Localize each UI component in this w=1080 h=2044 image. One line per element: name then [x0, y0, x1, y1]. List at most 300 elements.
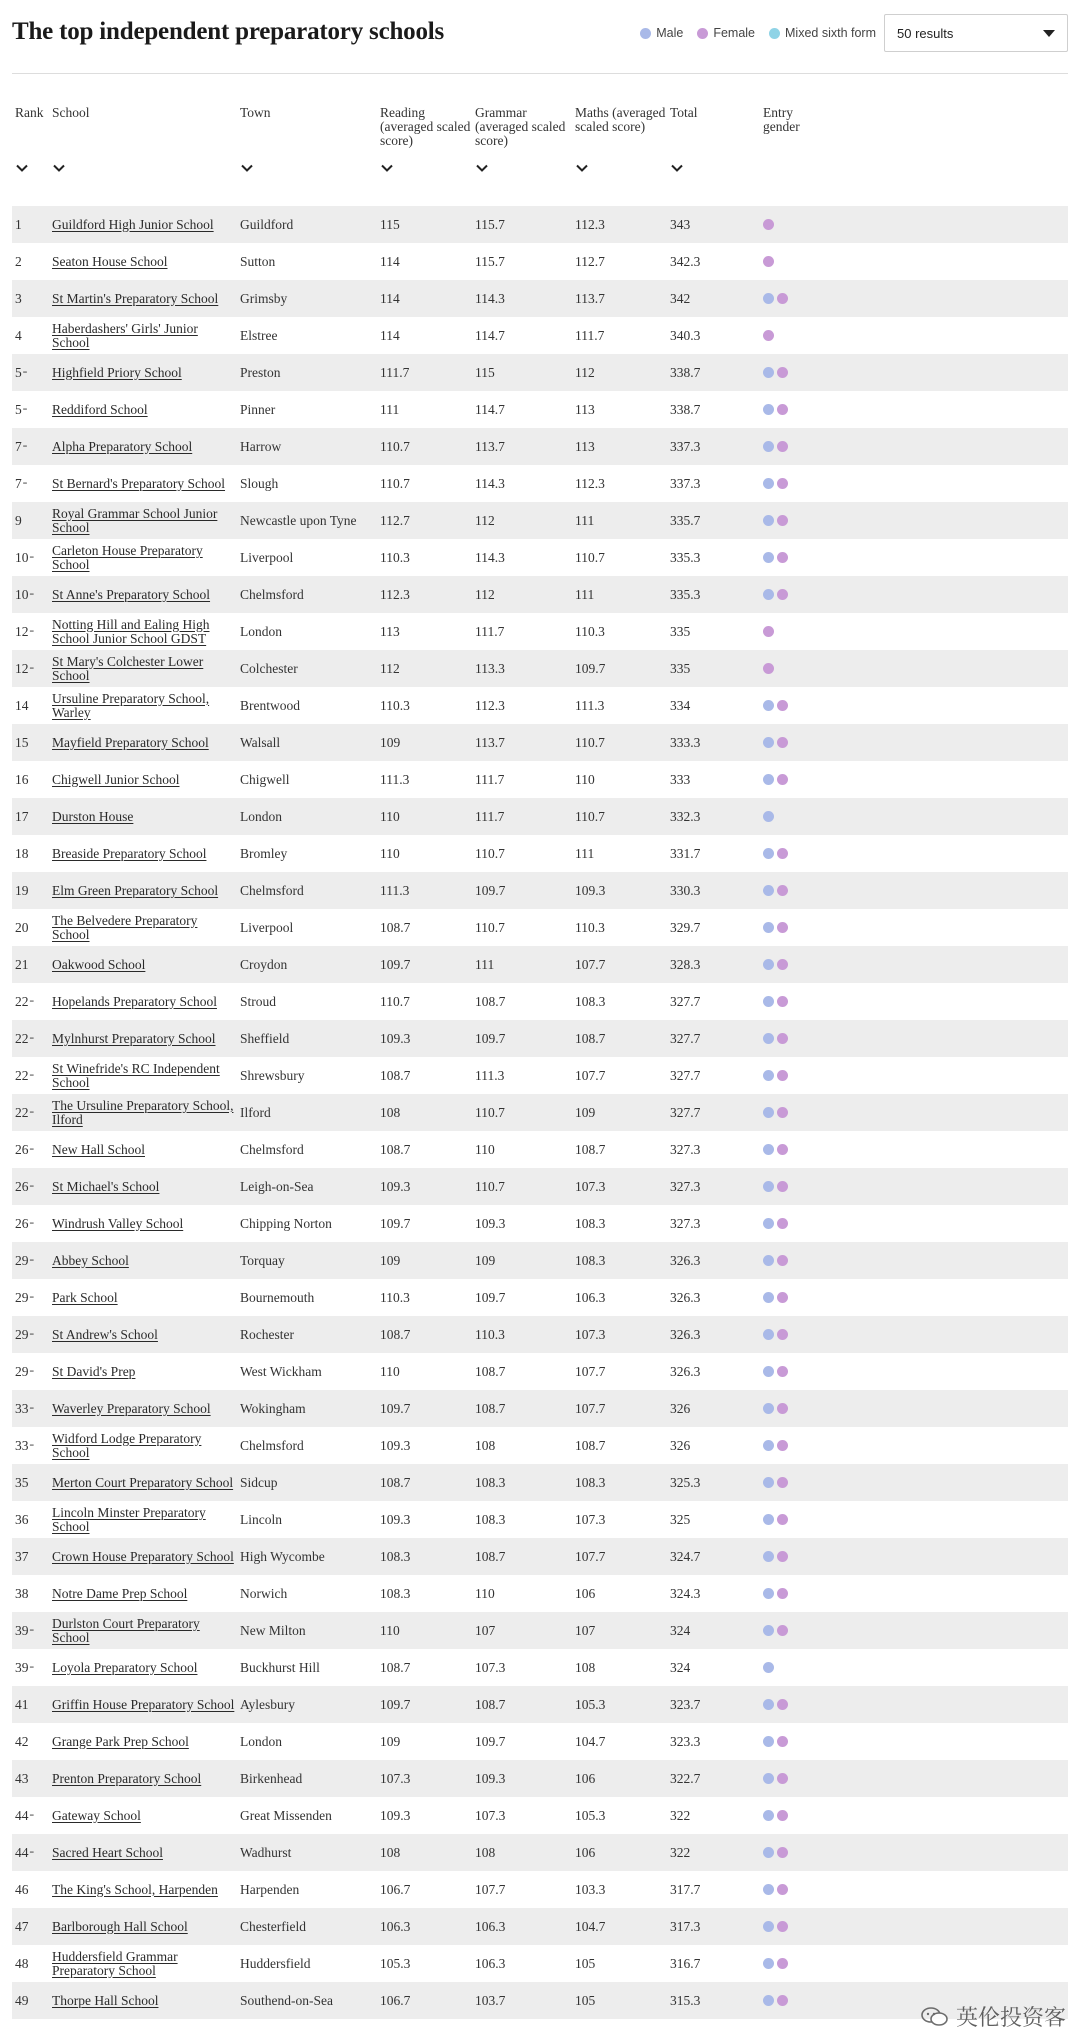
- school-link[interactable]: St Martin's Preparatory School: [52, 290, 219, 306]
- cell-reading: [380, 1760, 472, 1797]
- legend-item: [769, 26, 876, 40]
- grammar-value: 111: [475, 956, 495, 972]
- cell-total: [670, 1982, 760, 2019]
- total-value: 326.3: [670, 1326, 701, 1342]
- cell-grammar: [475, 1760, 567, 1797]
- table-row: [12, 1612, 1068, 1649]
- female-dot-icon: [777, 1070, 788, 1081]
- female-dot-icon: [777, 1329, 788, 1340]
- school-link[interactable]: Royal Grammar School Junior School: [52, 505, 218, 535]
- rank-value: 29: [15, 1363, 29, 1379]
- reading-value: 109.3: [380, 1178, 411, 1194]
- cell-school: [52, 243, 237, 280]
- column-header-label: Grammar (averaged scaled score): [475, 105, 566, 148]
- table-row: [12, 502, 1068, 539]
- cell-town: [240, 1649, 375, 1686]
- cell-school: [52, 1723, 237, 1760]
- maths-value: 104.7: [575, 1918, 606, 1934]
- reading-value: 111.7: [380, 364, 410, 380]
- school-link[interactable]: St Andrew's School: [52, 1326, 158, 1342]
- table-row: [12, 909, 1068, 946]
- town-value: Birkenhead: [240, 1770, 303, 1786]
- maths-value: 107.3: [575, 1178, 606, 1194]
- maths-value: 110.7: [575, 549, 605, 565]
- town-value: Harpenden: [240, 1881, 300, 1897]
- town-value: Elstree: [240, 327, 278, 343]
- sort-chevron-icon[interactable]: [576, 164, 587, 175]
- cell-rank: [15, 1908, 51, 1945]
- cell-school: [52, 1168, 237, 1205]
- school-link[interactable]: The King's School, Harpenden: [52, 1881, 218, 1897]
- male-dot-icon: [763, 1255, 774, 1266]
- cell-gender: [763, 1020, 833, 1057]
- school-link[interactable]: Thorpe Hall School: [52, 1992, 159, 2008]
- cell-grammar: [475, 576, 567, 613]
- cell-grammar: [475, 872, 567, 909]
- rank-value: 29: [15, 1289, 29, 1305]
- female-dot-icon: [763, 330, 774, 341]
- cell-reading: [380, 798, 472, 835]
- rank-value: 7: [15, 438, 22, 454]
- cell-gender: [763, 613, 833, 650]
- cell-grammar: [475, 761, 567, 798]
- cell-total: [670, 1279, 760, 1316]
- school-link[interactable]: St David's Prep: [52, 1363, 136, 1379]
- cell-total: [670, 946, 760, 983]
- school-link[interactable]: St Anne's Preparatory School: [52, 586, 211, 602]
- grammar-value: 114.3: [475, 475, 505, 491]
- cell-town: [240, 1279, 375, 1316]
- rank-value: 47: [15, 1918, 29, 1934]
- cell-total: [670, 1834, 760, 1871]
- cell-gender: [763, 1168, 833, 1205]
- cell-school: [52, 1908, 237, 1945]
- cell-maths: [575, 1131, 667, 1168]
- rank-tie-marker: =: [29, 1810, 35, 1820]
- grammar-value: 110: [475, 1141, 495, 1157]
- female-dot-icon: [777, 1773, 788, 1784]
- cell-town: [240, 1205, 375, 1242]
- grammar-value: 109.7: [475, 1289, 506, 1305]
- cell-gender: [763, 1908, 833, 1945]
- cell-reading: [380, 1094, 472, 1131]
- school-link[interactable]: Grange Park Prep School: [52, 1733, 189, 1749]
- school-link[interactable]: Reddiford School: [52, 401, 148, 417]
- maths-value: 104.7: [575, 1733, 606, 1749]
- cell-school: [52, 1945, 237, 1982]
- column-header-label: Rank: [15, 105, 44, 120]
- total-value: 317.7: [670, 1881, 701, 1897]
- rank-value: 21: [15, 956, 29, 972]
- cell-grammar: [475, 1242, 567, 1279]
- grammar-value: 109.7: [475, 1733, 506, 1749]
- cell-total: [670, 1945, 760, 1982]
- cell-total: [670, 650, 760, 687]
- column-header-school: [52, 106, 237, 120]
- cell-school: [52, 1871, 237, 1908]
- rank-tie-marker: =: [29, 1329, 35, 1339]
- female-dot-icon: [777, 1514, 788, 1525]
- cell-rank: [15, 798, 51, 835]
- cell-school: [52, 983, 237, 1020]
- cell-gender: [763, 1945, 833, 1982]
- table-row: [12, 1205, 1068, 1242]
- cell-grammar: [475, 1316, 567, 1353]
- total-value: 338.7: [670, 364, 701, 380]
- grammar-value: 109: [475, 1252, 496, 1268]
- cell-grammar: [475, 1945, 567, 1982]
- cell-maths: [575, 1612, 667, 1649]
- cell-school: [52, 1612, 237, 1649]
- entry-gender-dots: [763, 1366, 791, 1377]
- watermark: [920, 2001, 1066, 2032]
- school-link[interactable]: Hopelands Preparatory School: [52, 993, 217, 1009]
- total-value: 326.3: [670, 1289, 701, 1305]
- cell-maths: [575, 243, 667, 280]
- entry-gender-dots: [763, 441, 791, 452]
- cell-reading: [380, 317, 472, 354]
- cell-reading: [380, 206, 472, 243]
- cell-rank: [15, 1871, 51, 1908]
- cell-rank: [15, 909, 51, 946]
- reading-value: 114: [380, 327, 400, 343]
- cell-school: [52, 872, 237, 909]
- cell-school: [52, 1094, 237, 1131]
- cell-gender: [763, 1982, 833, 2019]
- cell-reading: [380, 983, 472, 1020]
- cell-maths: [575, 909, 667, 946]
- school-link[interactable]: Crown House Preparatory School: [52, 1548, 234, 1564]
- entry-gender-dots: [763, 996, 791, 1007]
- reading-value: 110: [380, 1363, 400, 1379]
- school-link[interactable]: Griffin House Preparatory School: [52, 1696, 235, 1712]
- reading-value: 108.7: [380, 1067, 411, 1083]
- column-header-label: Entry gender: [763, 105, 800, 134]
- school-link[interactable]: The Ursuline Preparatory School, Ilford: [52, 1097, 234, 1127]
- school-link[interactable]: Ursuline Preparatory School, Warley: [52, 690, 210, 720]
- school-link[interactable]: Waverley Preparatory School: [52, 1400, 211, 1416]
- sort-chevron-icon[interactable]: [16, 164, 27, 175]
- cell-rank: [15, 1612, 51, 1649]
- entry-gender-dots: [763, 885, 791, 896]
- sort-chevron-icon[interactable]: [53, 164, 64, 175]
- table-row: [12, 1982, 1068, 2019]
- school-link[interactable]: Mylnhurst Preparatory School: [52, 1030, 216, 1046]
- school-link[interactable]: Notre Dame Prep School: [52, 1585, 188, 1601]
- cell-town: [240, 502, 375, 539]
- rank-tie-marker: =: [29, 1181, 35, 1191]
- grammar-value: 110.7: [475, 845, 505, 861]
- cell-reading: [380, 1945, 472, 1982]
- page-title: The top independent preparatory schools: [12, 18, 445, 45]
- cell-grammar: [475, 206, 567, 243]
- maths-value: 108: [575, 1659, 596, 1675]
- female-dot-icon: [777, 1625, 788, 1636]
- rank-value: 19: [15, 882, 29, 898]
- town-value: Guildford: [240, 216, 294, 232]
- school-link[interactable]: Chigwell Junior School: [52, 771, 180, 787]
- cell-school: [52, 1205, 237, 1242]
- table-row: [12, 576, 1068, 613]
- sort-chevron-icon[interactable]: [381, 164, 392, 175]
- grammar-value: 114.3: [475, 549, 505, 565]
- cell-town: [240, 243, 375, 280]
- cell-town: [240, 1390, 375, 1427]
- cell-town: [240, 1057, 375, 1094]
- maths-value: 103.3: [575, 1881, 606, 1897]
- maths-value: 105.3: [575, 1807, 606, 1823]
- male-dot-icon: [763, 885, 774, 896]
- sort-chevron-icon[interactable]: [241, 164, 252, 175]
- male-dot-icon: [763, 1477, 774, 1488]
- town-value: Buckhurst Hill: [240, 1659, 320, 1675]
- cell-rank: [15, 502, 51, 539]
- legend-label: Mixed sixth form: [785, 26, 876, 40]
- total-value: 337.3: [670, 475, 701, 491]
- table-row: [12, 1464, 1068, 1501]
- cell-rank: [15, 280, 51, 317]
- table-row: [12, 1279, 1068, 1316]
- sort-chevron-icon[interactable]: [476, 164, 487, 175]
- school-link[interactable]: Merton Court Preparatory School: [52, 1474, 234, 1490]
- cell-total: [670, 983, 760, 1020]
- cell-town: [240, 1945, 375, 1982]
- cell-gender: [763, 1871, 833, 1908]
- maths-value: 107: [575, 1622, 596, 1638]
- table-row: [12, 1538, 1068, 1575]
- school-link[interactable]: Mayfield Preparatory School: [52, 734, 209, 750]
- cell-grammar: [475, 1279, 567, 1316]
- school-link[interactable]: Huddersfield Grammar Preparatory School: [52, 1948, 178, 1978]
- cell-town: [240, 613, 375, 650]
- school-link[interactable]: Sacred Heart School: [52, 1844, 163, 1860]
- maths-value: 111: [575, 586, 595, 602]
- table-row: [12, 724, 1068, 761]
- grammar-value: 108.3: [475, 1474, 506, 1490]
- maths-value: 106.3: [575, 1289, 606, 1305]
- cell-rank: [15, 761, 51, 798]
- school-link[interactable]: The Belvedere Preparatory School: [52, 912, 198, 942]
- entry-gender-dots: [763, 737, 791, 748]
- grammar-value: 115.7: [475, 216, 505, 232]
- maths-value: 110.7: [575, 734, 605, 750]
- cell-school: [52, 428, 237, 465]
- table-row: [12, 1575, 1068, 1612]
- maths-value: 107.7: [575, 1363, 606, 1379]
- cell-rank: [15, 1797, 51, 1834]
- school-link[interactable]: New Hall School: [52, 1141, 145, 1157]
- maths-value: 109.3: [575, 882, 606, 898]
- cell-town: [240, 1094, 375, 1131]
- school-link[interactable]: Durlston Court Preparatory School: [52, 1615, 200, 1645]
- cell-gender: [763, 1538, 833, 1575]
- grammar-value: 108.7: [475, 993, 506, 1009]
- town-value: Torquay: [240, 1252, 285, 1268]
- reading-value: 109.7: [380, 1696, 411, 1712]
- entry-gender-dots: [763, 404, 791, 415]
- school-link[interactable]: St Michael's School: [52, 1178, 160, 1194]
- cell-reading: [380, 280, 472, 317]
- school-link[interactable]: Widford Lodge Preparatory School: [52, 1430, 202, 1460]
- female-dot-icon: [777, 515, 788, 526]
- rank-tie-marker: =: [22, 367, 28, 377]
- school-link[interactable]: Notting Hill and Ealing High School Junior School GDST: [52, 616, 210, 646]
- town-value: West Wickham: [240, 1363, 322, 1379]
- cell-grammar: [475, 317, 567, 354]
- cell-grammar: [475, 280, 567, 317]
- male-dot-icon: [763, 959, 774, 970]
- school-link[interactable]: Park School: [52, 1289, 118, 1305]
- table-row: [12, 946, 1068, 983]
- male-dot-icon: [763, 1403, 774, 1414]
- table-row: [12, 687, 1068, 724]
- grammar-value: 110: [475, 1585, 495, 1601]
- school-link[interactable]: Seaton House School: [52, 253, 168, 269]
- school-link[interactable]: St Winefride's RC Independent School: [52, 1060, 220, 1090]
- town-value: Slough: [240, 475, 279, 491]
- female-dot-icon: [777, 1255, 788, 1266]
- cell-rank: [15, 613, 51, 650]
- male-dot-icon: [763, 293, 774, 304]
- female-dot-icon: [777, 737, 788, 748]
- maths-value: 108.7: [575, 1030, 606, 1046]
- total-value: 335.7: [670, 512, 701, 528]
- rank-value: 17: [15, 808, 29, 824]
- cell-gender: [763, 206, 833, 243]
- cell-reading: [380, 872, 472, 909]
- table-row: [12, 1316, 1068, 1353]
- cell-town: [240, 983, 375, 1020]
- reading-value: 109.7: [380, 956, 411, 972]
- table-row: [12, 1168, 1068, 1205]
- school-link[interactable]: Windrush Valley School: [52, 1215, 184, 1231]
- cell-maths: [575, 687, 667, 724]
- female-dot-icon: [777, 885, 788, 896]
- rank-tie-marker: =: [29, 1847, 35, 1857]
- rank-value: 22: [15, 1067, 29, 1083]
- cell-reading: [380, 1279, 472, 1316]
- town-value: Harrow: [240, 438, 282, 454]
- school-link[interactable]: Haberdashers' Girls' Junior School: [52, 320, 198, 350]
- cell-rank: [15, 1501, 51, 1538]
- female-dot-icon: [777, 959, 788, 970]
- school-link[interactable]: Carleton House Preparatory School: [52, 542, 203, 572]
- school-link[interactable]: Prenton Preparatory School: [52, 1770, 202, 1786]
- total-value: 327.7: [670, 993, 701, 1009]
- school-link[interactable]: Loyola Preparatory School: [52, 1659, 198, 1675]
- table-row: [12, 243, 1068, 280]
- entry-gender-dots: [763, 1514, 791, 1525]
- female-dot-icon: [777, 1440, 788, 1451]
- sort-chevron-icon[interactable]: [671, 164, 682, 175]
- town-value: London: [240, 623, 282, 639]
- cell-gender: [763, 1834, 833, 1871]
- entry-gender-dots: [763, 1699, 791, 1710]
- cell-reading: [380, 1723, 472, 1760]
- male-dot-icon: [763, 589, 774, 600]
- cell-rank: [15, 539, 51, 576]
- cell-town: [240, 539, 375, 576]
- cell-town: [240, 428, 375, 465]
- school-link[interactable]: Elm Green Preparatory School: [52, 882, 219, 898]
- column-header-gender: [763, 106, 813, 134]
- cell-maths: [575, 724, 667, 761]
- reading-value: 114: [380, 290, 400, 306]
- cell-maths: [575, 206, 667, 243]
- cell-reading: [380, 1131, 472, 1168]
- female-dot-icon: [777, 774, 788, 785]
- school-link[interactable]: Alpha Preparatory School: [52, 438, 193, 454]
- school-link[interactable]: Oakwood School: [52, 956, 146, 972]
- cell-gender: [763, 576, 833, 613]
- grammar-value: 108.7: [475, 1363, 506, 1379]
- reading-value: 108: [380, 1844, 401, 1860]
- total-value: 315.3: [670, 1992, 701, 2008]
- total-value: 328.3: [670, 956, 701, 972]
- results-count-select[interactable]: [884, 14, 1068, 52]
- cell-rank: [15, 835, 51, 872]
- school-link[interactable]: Gateway School: [52, 1807, 141, 1823]
- entry-gender-dots: [763, 367, 791, 378]
- rank-value: 39: [15, 1622, 29, 1638]
- school-link[interactable]: Abbey School: [52, 1252, 129, 1268]
- total-value: 327.7: [670, 1030, 701, 1046]
- cell-reading: [380, 835, 472, 872]
- reading-value: 110.3: [380, 549, 410, 565]
- female-dot-icon: [763, 663, 774, 674]
- column-header-label: Reading (averaged scaled score): [380, 105, 471, 148]
- cell-reading: [380, 1316, 472, 1353]
- school-link[interactable]: Guildford High Junior School: [52, 216, 214, 232]
- male-dot-icon: [763, 1218, 774, 1229]
- school-link[interactable]: Lincoln Minster Preparatory School: [52, 1504, 206, 1534]
- cell-total: [670, 1464, 760, 1501]
- town-value: Grimsby: [240, 290, 288, 306]
- cell-grammar: [475, 1427, 567, 1464]
- rank-value: 26: [15, 1178, 29, 1194]
- entry-gender-dots: [763, 1884, 791, 1895]
- town-value: Sidcup: [240, 1474, 278, 1490]
- school-link[interactable]: Highfield Priory School: [52, 364, 182, 380]
- school-link[interactable]: Durston House: [52, 808, 134, 824]
- cell-town: [240, 798, 375, 835]
- rank-value: 42: [15, 1733, 29, 1749]
- female-dot-icon: [777, 848, 788, 859]
- rank-value: 48: [15, 1955, 29, 1971]
- cell-reading: [380, 1982, 472, 2019]
- male-dot-icon: [763, 367, 774, 378]
- cell-rank: [15, 428, 51, 465]
- cell-reading: [380, 428, 472, 465]
- total-value: 324.7: [670, 1548, 701, 1564]
- school-link[interactable]: St Mary's Colchester Lower School: [52, 653, 204, 683]
- cell-school: [52, 1057, 237, 1094]
- cell-school: [52, 724, 237, 761]
- cell-school: [52, 1131, 237, 1168]
- cell-grammar: [475, 1908, 567, 1945]
- school-link[interactable]: Barlborough Hall School: [52, 1918, 188, 1934]
- town-value: Bournemouth: [240, 1289, 315, 1305]
- cell-grammar: [475, 1057, 567, 1094]
- total-value: 333: [670, 771, 691, 787]
- rank-value: 14: [15, 697, 29, 713]
- school-link[interactable]: Breaside Preparatory School: [52, 845, 207, 861]
- school-link[interactable]: St Bernard's Preparatory School: [52, 475, 226, 491]
- header-divider: [12, 73, 1068, 74]
- town-value: Liverpool: [240, 919, 294, 935]
- grammar-value: 110.3: [475, 1326, 505, 1342]
- cell-grammar: [475, 1797, 567, 1834]
